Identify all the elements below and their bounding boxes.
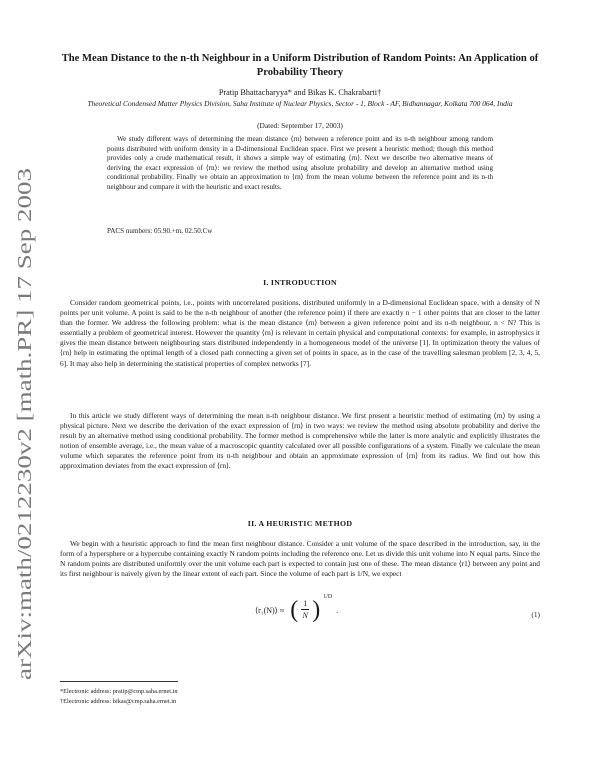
- affiliation: Theoretical Condensed Matter Physics Division, Saha Institute of Nuclear Physics, Sector - 1, Block - AF, Bidhannagar, Kolkata 700 064, India: [87, 99, 513, 108]
- fraction-denominator: N: [302, 611, 308, 620]
- fraction: [301, 599, 309, 621]
- footnote-1: *Electronic address: pratip@cmp.saha.ernet.in: [60, 688, 178, 695]
- abstract: We study different ways of determining the mean distance ⟨rn⟩ between a reference point and its n-th neighbour among random points distributed with uniform density in a D-dimensional Euclidean space. First we present a heuristic method; though this method provides only a crude mathematical result, it shows a simple way of estimating ⟨rn⟩. Next we describe two alternative means of deriving the exact expression of ⟨rn⟩: we review the method using absolute probability and develop an alternative method using conditional probability. Finally we obtain an approximation to ⟨rn⟩ from the mean volume between the reference point and its n-th neighbour and compare it with the heuristic and exact results.: [107, 135, 493, 191]
- section-heading-introduction: I. INTRODUCTION: [263, 278, 337, 287]
- arxiv-stamp: [7, 162, 41, 682]
- equation-body: [255, 594, 339, 623]
- equation-trail: .: [336, 605, 339, 615]
- section-heading-heuristic-method: II. A HEURISTIC METHOD: [247, 519, 353, 528]
- dated: (Dated: September 17, 2003): [257, 121, 343, 130]
- intro-paragraph-1: Consider random geometrical points, i.e., points with uncorrelated positions, distributed uniformly in a D-dimensional Euclidean space, with a density of N points per unit volume. A point is said to be the n-th neighbour of another (the reference point) if there are exactly n − 1 other points that are closer to the latter than the former. We address the following problem: what is the mean distance ⟨rn⟩ between a given reference point and its n-th neighbour, n < N? This is essentially a problem of geometrical interest. However the quantity ⟨rn⟩ is relevant in certain physical and computational contexts: for example, in astrophysics it gives the mean distance between neighbouring stars distributed independently in a homogeneous model of the universe [1]. In optimization theory the values of ⟨rn⟩ help in estimating the optimal length of a closed path connecting a given set of points in space, as in the case of the travelling salesman problem [2, 3, 4, 5, 6]. It may also help in determining the statistical properties of complex networks [7].: [60, 298, 540, 368]
- footnote-divider: [60, 681, 178, 682]
- pacs-numbers: PACS numbers: 05.90.+m, 02.50.Cw: [107, 227, 213, 235]
- fraction-numerator: 1: [303, 599, 308, 608]
- authors: Pratip Bhattacharyya* and Bikas K. Chakrabarti†: [218, 88, 382, 97]
- footnote-2: †Electronic address: bikas@cmp.saha.ernet.in: [60, 698, 177, 705]
- paper-title: The Mean Distance to the n-th Neighbour in a Uniform Distribution of Random Points: An Application of Probability Theory: [61, 53, 539, 78]
- intro-paragraph-2: In this article we study different ways of determining the mean n-th neighbour distance. We first present a heuristic method of estimating ⟨rn⟩ by using a physical picture. Next we describe the derivation of the exact expression of ⟨rn⟩ in two ways: we review the method using absolute probability and derive the result by an alternative method using conditional probability. The former method is comprehensive while the latter is more analytic and explicitly illustrates the notion of ensemble average, i.e., the mean value of a macroscopic quantity calculated over all possible configurations of a system. Finally we calculate the mean volume which separates the reference point from its n-th neighbour and obtain an approximate expression of ⟨rn⟩ from its radius. We find out how this approximation deviates from the exact expression of ⟨rn⟩.: [60, 411, 540, 471]
- heuristic-paragraph-1: We begin with a heuristic approach to find the mean first neighbour distance. Consider a unit volume of the space described in the introduction, say, in the form of a hypersphere or a hypercube containing exactly N random points including the reference one. Let us divide this unit volume into N equal parts. Since the N random points are distributed uniformly over the unit volume each part is expected to contain just one of these. The mean distance ⟨r1⟩ between any point and its first neighbour is naively given by the linear extent of each part. Since the volume of each part is 1/N, we expect: [60, 539, 540, 579]
- equation-lhs: ⟨r₁(N)⟩ ≈: [255, 605, 285, 615]
- equation-1: [60, 594, 540, 636]
- right-paren: ): [312, 597, 321, 623]
- arxiv-stamp-text: arXiv:math/0212230v2 [math.PR] 17 Sep 2003: [14, 300, 36, 680]
- left-paren: (: [290, 597, 299, 623]
- equation-number: (1): [531, 610, 540, 619]
- equation-exponent: 1/D: [323, 594, 333, 601]
